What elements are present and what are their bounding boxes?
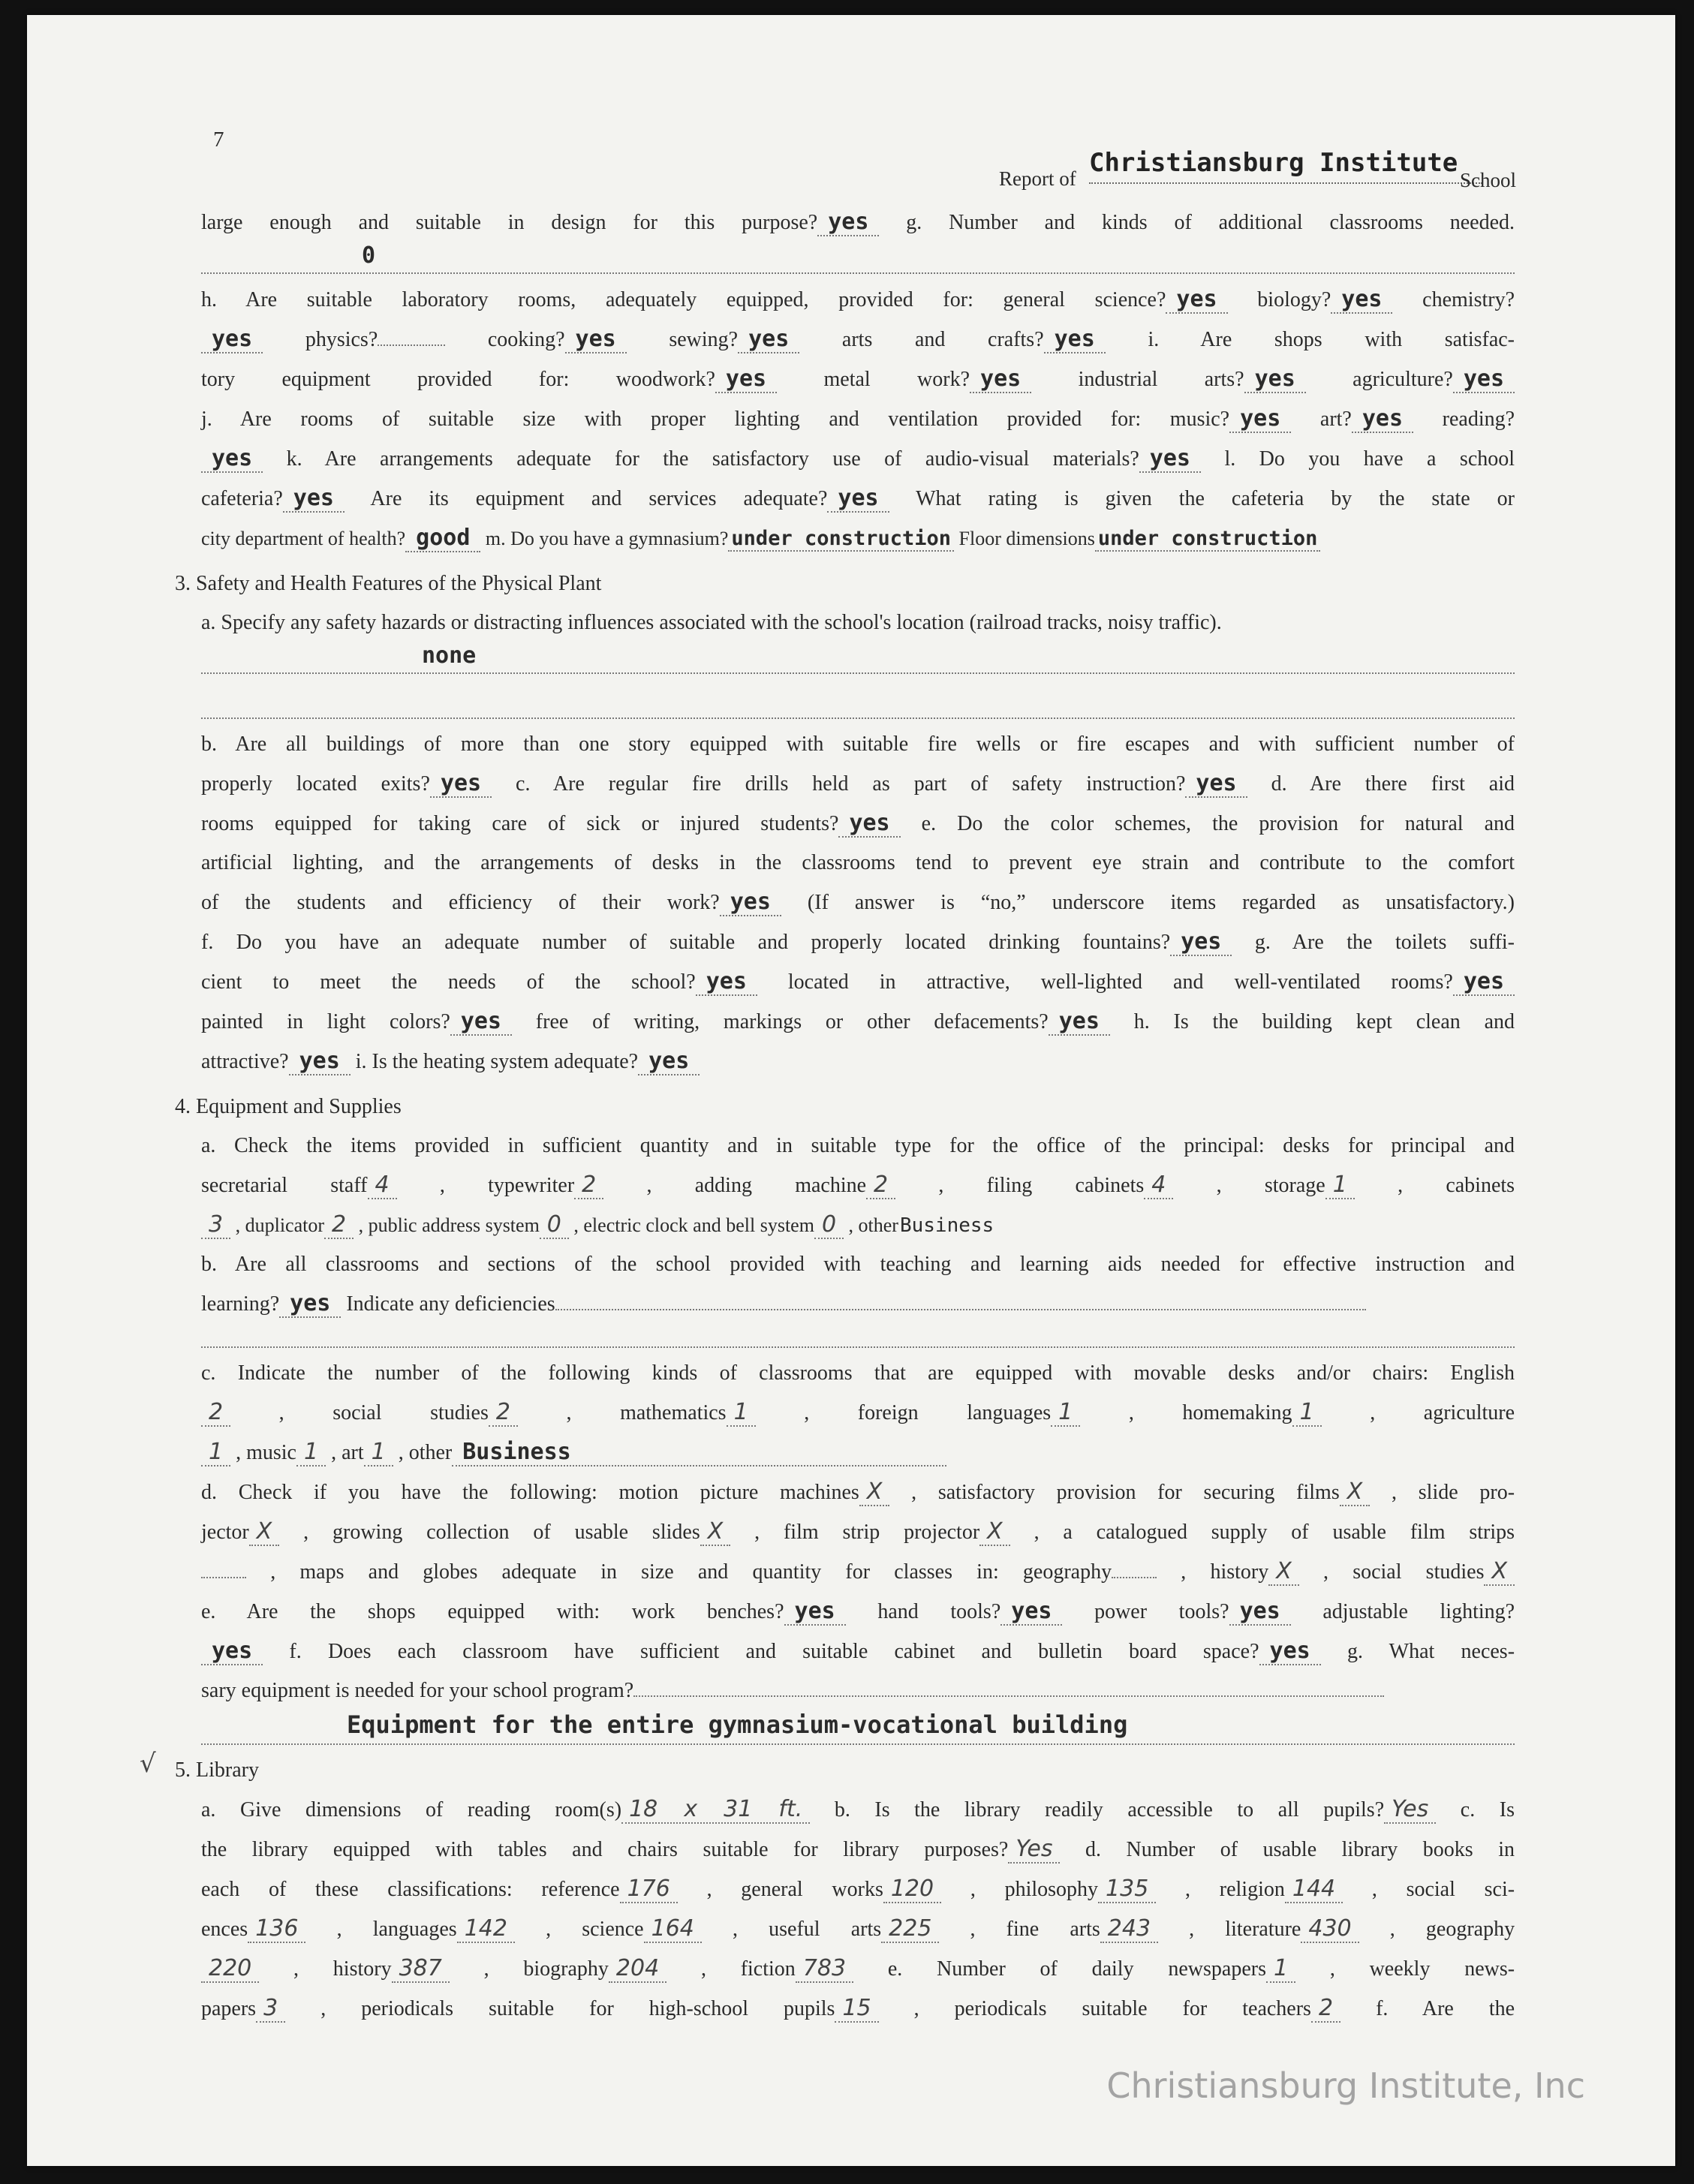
text-s2-cafeteria: cafeteria? <box>201 487 283 510</box>
check-mark: √ <box>140 1749 156 1779</box>
answer-s3-a-a: none <box>422 642 477 669</box>
answer-s4-f-a: yes <box>1259 1638 1321 1665</box>
watermark: Christiansburg Institute, Inc <box>1106 2065 1585 2106</box>
answer-s5-bio-a: 204 <box>609 1955 666 1983</box>
text-s4-adding: , adding machine <box>646 1174 867 1197</box>
text-s5-d-q: d. Number of usable library books in <box>1085 1838 1515 1861</box>
s4-line-d2 <box>201 1512 1515 1552</box>
answer-s4-d-slide-a: X <box>249 1518 280 1546</box>
s4-line-c3 <box>201 1433 1515 1473</box>
text-s5-soc2: ences <box>201 1918 248 1941</box>
blank-answer-line <box>378 344 445 346</box>
text-s3-e-note: (If answer is “no,” underscore items regarded as unsatisfactory.) <box>807 891 1515 914</box>
text-s4-filing: , filing cabinets <box>938 1174 1145 1197</box>
answer-line-g <box>201 242 1515 274</box>
text-s4-e-power: power tools? <box>1094 1600 1229 1623</box>
text-s4-other: , other <box>398 1441 453 1464</box>
text-s5-f-q: f. Are the <box>1376 1997 1515 2020</box>
answer-s4-d-hist-a: X <box>1268 1558 1299 1586</box>
text-s2-metal: metal work? <box>823 368 970 391</box>
text-s2-g-q: g. Number and kinds of additional classrooms needed. <box>906 211 1515 234</box>
s4-line-a2 <box>201 1166 1515 1205</box>
text-s4-music: , music <box>236 1441 296 1464</box>
s4-line-c <box>201 1354 1515 1393</box>
answer-s2-g-a: 0 <box>362 242 376 269</box>
text-s2-equip: Are its equipment and services adequate? <box>370 487 828 510</box>
s4-line-e <box>201 1592 1515 1632</box>
answer-s2-h-cook: yes <box>565 326 627 353</box>
text-s2-rating-q: What rating is given the cafeteria by the state or <box>916 487 1515 510</box>
answer-s4-math-a: 1 <box>727 1399 756 1427</box>
answer-s4-typewriter-a: 2 <box>574 1172 603 1199</box>
text-s5-lang: , languages <box>336 1918 457 1941</box>
answer-s4-foreign-a: 1 <box>1051 1399 1080 1427</box>
section-3-title: 3. Safety and Health Features of the Physical Plant <box>175 572 602 595</box>
s2-line-j <box>201 399 1515 439</box>
answer-s4-art-a: 1 <box>364 1439 393 1467</box>
text-s2-agri: agriculture? <box>1352 368 1453 391</box>
s4-line-f <box>201 1632 1515 1671</box>
answer-s4-e-bench: yes <box>784 1598 846 1626</box>
s2-line-l <box>201 479 1515 519</box>
text-s4-d-strip: , film strip projector <box>754 1521 980 1544</box>
school-name: Christiansburg Institute <box>1089 148 1458 178</box>
answer-s2-h-bio: yes <box>1331 286 1392 314</box>
text-s5-a-q: a. Give dimensions of reading room(s) <box>201 1798 622 1822</box>
text-s5-lit: , literature <box>1189 1918 1301 1941</box>
text-s3-e-q2: artificial lighting, and the arrangements of desks in the classrooms tend to prevent eye strain and contribute to the comfort <box>201 851 1515 874</box>
text-s4-e-q: e. Are the shops equipped with: work benches? <box>201 1600 784 1623</box>
answer-s4-e-hand-a: yes <box>1000 1598 1062 1626</box>
answer-s2-j-art: yes <box>1352 405 1413 433</box>
text-s5-d-q2: each of these classifications: reference <box>201 1878 620 1901</box>
answer-s4-filing-a: 4 <box>1144 1172 1173 1199</box>
s4-line-a <box>201 1127 1515 1166</box>
answer-s2-h-arts: yes <box>1044 326 1106 353</box>
text-s4-d-hist: , history <box>1181 1560 1269 1584</box>
text-s4-art: , art <box>331 1441 364 1464</box>
s2-line-i <box>201 359 1515 399</box>
text-s5-per: , periodicals suitable for high-school pupils <box>320 1997 835 2020</box>
answer-s4-clock-a: 0 <box>814 1211 844 1239</box>
text-s2-j-q: j. Are rooms of suitable size with proper lighting and ventilation provided for: music? <box>201 408 1230 431</box>
text-s4-d-q: d. Check if you have the following: motion picture machines <box>201 1481 859 1504</box>
answer-s5-teach-a: 2 <box>1311 1995 1340 2023</box>
text-s5-b-q: b. Is the library readily accessible to all pupils? <box>834 1798 1385 1822</box>
answer-s4-agri-a: 1 <box>201 1439 230 1467</box>
text-s5-c-q2: the library equipped with tables and chairs suitable for library purposes? <box>201 1838 1009 1861</box>
answer-s2-h-gen: yes <box>1166 286 1227 314</box>
s2-line-h <box>201 280 1515 320</box>
blank-answer-line <box>201 1577 246 1578</box>
text-s4-e-hand: hand tools? <box>877 1600 1001 1623</box>
answer-s2-l-a: yes <box>283 485 345 513</box>
answer-s3-f-a: yes <box>1170 928 1232 956</box>
answer-s2-floor-a: under construction <box>1095 527 1321 552</box>
text-s4-home: , homemaking <box>1128 1401 1292 1424</box>
text-s4-b-def: Indicate any deficiencies <box>346 1292 555 1316</box>
text-s2-floor: Floor dimensions <box>958 528 1095 549</box>
text-s4-b-q2: learning? <box>201 1292 280 1316</box>
text-s4-staff: secretarial staff <box>201 1174 368 1197</box>
text-s2-city: city department of health? <box>201 528 406 549</box>
text-s4-typewriter: , typewriter <box>439 1174 575 1197</box>
answer-s5-lit-a: 430 <box>1301 1915 1359 1943</box>
text-s5-rel: , religion <box>1185 1878 1285 1901</box>
text-s5-weekly: , weekly news- <box>1329 1957 1515 1981</box>
answer-s5-soc-a: 136 <box>248 1915 305 1943</box>
text-s4-a-q: a. Check the items provided in sufficient quantity and in suitable type for the office of the principal: desks for principal and <box>201 1134 1515 1157</box>
s3-line-d <box>201 804 1515 844</box>
text-s4-d-slide2: jector <box>201 1521 249 1544</box>
answer-s4-e-light-a: yes <box>201 1638 263 1665</box>
answer-s3-g-a: yes <box>696 968 757 996</box>
answer-s5-ref: 176 <box>620 1876 678 1903</box>
text-s4-f-q: f. Does each classroom have sufficient and suitable cabinet and bulletin board space? <box>289 1640 1259 1663</box>
answer-s5-rel-a: 144 <box>1285 1876 1343 1903</box>
text-s4-pa: , public address system <box>358 1214 540 1236</box>
text-s2-i-q: i. Are shops with satisfac- <box>1148 328 1515 351</box>
text-s3-d-q: d. Are there first aid <box>1271 772 1515 796</box>
answer-s2-i-agri: yes <box>1453 366 1515 393</box>
s3-line-g <box>201 962 1515 1002</box>
text-s3-g-loc: located in attractive, well-lighted and well-ventilated rooms? <box>787 970 1453 994</box>
answer-s4-adding-a: 2 <box>866 1172 895 1199</box>
answer-s4-other-a: Business <box>452 1439 946 1467</box>
answer-s2-i-ind: yes <box>1244 366 1306 393</box>
text-s3-b-q2: properly located exits? <box>201 772 430 796</box>
text-s2-arts: arts and crafts? <box>841 328 1044 351</box>
answer-s2-i-wood: yes <box>715 366 777 393</box>
answer-s5-lang-a: 142 <box>457 1915 515 1943</box>
answer-s2-rating-a: good <box>405 525 480 552</box>
text-s5-hist: , history <box>293 1957 392 1981</box>
answer-s2-j-read: yes <box>201 445 263 473</box>
text-s4-other: , other <box>848 1214 898 1236</box>
s3-line-e3 <box>201 883 1515 922</box>
text-s4-d-slide: , slide pro- <box>1392 1481 1515 1504</box>
text-s5-soc: , social sci- <box>1371 1878 1515 1901</box>
text-s2-biology: biology? <box>1257 288 1331 311</box>
text-s5-sci: , science <box>546 1918 644 1941</box>
text-s4-social: , social studies <box>278 1401 489 1424</box>
text-s5-e-q: e. Number of daily newspapers <box>887 1957 1266 1981</box>
text-s3-i-q: i. Is the heating system adequate? <box>355 1050 639 1073</box>
answer-s4-b-a: yes <box>279 1290 341 1318</box>
text-s5-fic: , fiction <box>700 1957 796 1981</box>
answer-s4-home-a: 1 <box>1292 1399 1322 1427</box>
answer-line-s4b <box>201 1324 1515 1348</box>
report-header <box>976 148 1516 197</box>
answer-s3-g-paint-a: yes <box>450 1008 512 1036</box>
s2-line-m <box>201 519 1515 558</box>
answer-s5-useful-a: 225 <box>881 1915 939 1943</box>
text-s3-g-q2: cient to meet the needs of the school? <box>201 970 696 994</box>
answer-s2-k-a: yes <box>1139 445 1201 473</box>
text-s5-geo: , geography <box>1389 1918 1515 1941</box>
blank-answer-line <box>1112 1577 1157 1578</box>
answer-s5-geo-a: 220 <box>201 1955 259 1983</box>
text-s4-foreign: , foreign languages <box>804 1401 1052 1424</box>
s4-line-b <box>201 1245 1515 1284</box>
answer-s5-phil-a: 135 <box>1098 1876 1156 1903</box>
text-s4-e-light: adjustable lighting? <box>1322 1600 1515 1623</box>
text-s2-m-q: m. Do you have a gymnasium? <box>485 528 729 549</box>
form-body <box>175 203 1515 2029</box>
s3-line-g2 <box>201 1002 1515 1042</box>
s2-line-k <box>201 439 1515 479</box>
text-s4-agri: , agriculture <box>1370 1401 1515 1424</box>
answer-s5-fine-a: 243 <box>1100 1915 1158 1943</box>
answer-s2-h-sew: yes <box>738 326 799 353</box>
text-s3-b-q: b. Are all buildings of more than one story equipped with suitable fire wells or fire escapes and with sufficient number of <box>201 733 1515 756</box>
s4-line-b2 <box>201 1284 1515 1324</box>
s5-line-d3 <box>201 1949 1515 1989</box>
answer-s5-weekly-a: 3 <box>256 1995 285 2023</box>
text-s3-a-q: a. Specify any safety hazards or distracting influences associated with the school's location (railroad tracks, noisy traffic). <box>201 611 1222 634</box>
answer-s3-g-loc-a: yes <box>1453 968 1515 996</box>
text-s4-d-social: , social studies <box>1323 1560 1485 1584</box>
s3-line-f <box>201 922 1515 962</box>
answer-s5-gen-a: 120 <box>883 1876 941 1903</box>
answer-s3-c-a: yes <box>1185 770 1247 798</box>
s3-line-e2 <box>201 844 1515 883</box>
text-s5-teach: , periodicals suitable for teachers <box>913 1997 1311 2020</box>
answer-s4-d-strip-a: X <box>979 1518 1010 1546</box>
answer-s4-d-motion: X <box>859 1479 890 1506</box>
answer-s4-storage-a: 1 <box>1325 1172 1355 1199</box>
answer-s4-pa-a: 0 <box>540 1211 569 1239</box>
text-s4-d-grow: , growing collection of usable slides <box>303 1521 700 1544</box>
text-s5-phil: , philosophy <box>970 1878 1099 1901</box>
answer-s5-b-a: Yes <box>1384 1796 1436 1824</box>
s5-line-c <box>201 1830 1515 1870</box>
s4-line-d <box>201 1473 1515 1512</box>
answer-s2-m-a: under construction <box>728 527 954 552</box>
s3-line-h <box>201 1042 1515 1081</box>
school-label: School <box>1459 169 1516 191</box>
answer-s4-english-a: 2 <box>201 1399 230 1427</box>
s4-line-d3 <box>201 1552 1515 1592</box>
text-s5-c-q: c. Is <box>1460 1798 1515 1822</box>
answer-s4-cabinets-a: 3 <box>201 1211 230 1239</box>
text-s5-weekly2: papers <box>201 1997 257 2020</box>
text-s2-physics: physics? <box>305 328 378 351</box>
s2-line-1 <box>201 203 1515 242</box>
answer-s5-per-a: 15 <box>835 1995 878 2023</box>
answer-line-s3a-2 <box>201 680 1515 719</box>
answer-s3-h-a: yes <box>289 1048 351 1075</box>
blank-answer-line <box>633 1695 1384 1697</box>
text-s4-clock: , electric clock and bell system <box>573 1214 814 1236</box>
answer-s4-g-a: Equipment for the entire gymnasium-vocational building <box>347 1710 1128 1739</box>
s3-line-b2 <box>201 764 1515 804</box>
text-s3-e-q: e. Do the color schemes, the provision for natural and <box>921 812 1515 835</box>
text-s3-g-free: free of writing, markings or other defacements? <box>535 1010 1049 1033</box>
text-s2-i-q2: tory equipment provided for: woodwork? <box>201 368 715 391</box>
text-s2-h-q: h. Are suitable laboratory rooms, adequately equipped, provided for: general science? <box>201 288 1166 311</box>
text-s2-reading: reading? <box>1442 408 1515 431</box>
text-s3-h-q: h. Is the building kept clean and <box>1133 1010 1515 1033</box>
s4-line-a3 <box>201 1205 1515 1245</box>
text-s2-chemistry: chemistry? <box>1422 288 1515 311</box>
answer-s3-g-free-a: yes <box>1049 1008 1110 1036</box>
answer-s3-i-a: yes <box>638 1048 700 1075</box>
answer-s3-d-a: yes <box>838 810 900 838</box>
answer-s4-social-a: 2 <box>489 1399 518 1427</box>
text-s3-e-q3: of the students and efficiency of their work? <box>201 891 720 914</box>
answer-s5-fic-a: 783 <box>796 1955 853 1983</box>
answer-s4-duplicator-a: 2 <box>324 1211 354 1239</box>
answer-s5-c-a: Yes <box>1008 1836 1060 1864</box>
answer-line-s4g <box>201 1710 1515 1745</box>
text-s4-g-q: g. What neces- <box>1346 1640 1515 1663</box>
text-s2-sewing: sewing? <box>669 328 739 351</box>
text-s2-l-q: l. Do you have a school <box>1224 447 1515 471</box>
text-s5-gen: , general works <box>706 1878 883 1901</box>
s3-line-a <box>201 603 1515 642</box>
answer-s4-music-a: 1 <box>296 1439 326 1467</box>
answer-line-s3a <box>201 642 1515 674</box>
text-s3-c-q: c. Are regular fire drills held as part of safety instruction? <box>516 772 1186 796</box>
answer-s2-j-music: yes <box>1229 405 1291 433</box>
text-s3-g-q: g. Are the toilets suffi- <box>1254 931 1515 954</box>
section-5-title: 5. Library <box>175 1758 259 1782</box>
answer-s4-d-grow-a: X <box>700 1518 731 1546</box>
answer-s5-e-a: 1 <box>1266 1955 1295 1983</box>
text-s3-h-q2: attractive? <box>201 1050 289 1073</box>
text-s4-duplicator: , duplicator <box>235 1214 325 1236</box>
s5-line-d <box>201 1870 1515 1909</box>
text-s3-d-q2: rooms equipped for taking care of sick or injured students? <box>201 812 839 835</box>
text-s4-c-q: c. Indicate the number of the following kinds of classrooms that are equipped with movable desks and/or chairs: English <box>201 1361 1515 1385</box>
text-s4-d-cat: , a catalogued supply of usable film strips <box>1034 1521 1515 1544</box>
text-s3-f-q: f. Do you have an adequate number of suitable and properly located drinking fountains? <box>201 931 1171 954</box>
s5-line-a <box>201 1790 1515 1830</box>
text-s3-g-paint: painted in light colors? <box>201 1010 450 1033</box>
text-s4-math: , mathematics <box>566 1401 727 1424</box>
s4-line-c2 <box>201 1393 1515 1433</box>
text-s5-useful: , useful arts <box>733 1918 882 1941</box>
answer-s4-d-social-a: X <box>1484 1558 1515 1586</box>
text-s4-cabinets: , cabinets <box>1398 1174 1515 1197</box>
text-s2-l1: large enough and suitable in design for this purpose? <box>201 211 818 234</box>
text-s5-bio: , biography <box>483 1957 609 1981</box>
answer-s4-d-films-a: X <box>1340 1479 1371 1506</box>
s2-line-h2 <box>201 320 1515 359</box>
page-number: 7 <box>213 128 224 152</box>
answer-s2-l-equip: yes <box>827 485 889 513</box>
answer-suitable: yes <box>817 209 879 236</box>
answer-s4-e-power-a: yes <box>1229 1598 1291 1626</box>
answer-s2-h-chem: yes <box>201 326 263 353</box>
answer-s5-hist-a: 387 <box>392 1955 450 1983</box>
text-s2-cooking: cooking? <box>487 328 565 351</box>
text-s2-k-q: k. Are arrangements adequate for the satisfactory use of audio-visual materials? <box>286 447 1139 471</box>
section-4-title: 4. Equipment and Supplies <box>175 1095 402 1118</box>
text-s4-d-maps: , maps and globes adequate in size and quantity for classes in: geography <box>270 1560 1112 1584</box>
text-s4-d-films: , satisfactory provision for securing films <box>911 1481 1340 1504</box>
s3-line-b <box>201 725 1515 764</box>
report-of-label: Report of <box>999 167 1076 190</box>
answer-s4-staff-a: 4 <box>368 1172 397 1199</box>
s5-line-e <box>201 1989 1515 2029</box>
text-s4-b-q: b. Are all classrooms and sections of the school provided with teaching and learning aids needed for effective instruction and <box>201 1253 1515 1276</box>
answer-s3-b-a: yes <box>430 770 492 798</box>
text-s4-g-q2: sary equipment is needed for your school program? <box>201 1679 634 1702</box>
s5-line-d2 <box>201 1909 1515 1949</box>
document-page <box>27 15 1675 2166</box>
answer-s4-other-a: Business <box>899 1214 994 1237</box>
blank-answer-line <box>555 1309 1366 1310</box>
answer-s5-a-a: 18 x 31 ft. <box>621 1796 810 1824</box>
text-s2-industrial: industrial arts? <box>1078 368 1244 391</box>
answer-s2-i-metal: yes <box>970 366 1031 393</box>
text-s5-fine: , fine arts <box>970 1918 1100 1941</box>
text-s2-art: art? <box>1319 408 1352 431</box>
answer-s3-e-a: yes <box>720 889 781 916</box>
answer-s5-sci-a: 164 <box>644 1915 702 1943</box>
text-s4-storage: , storage <box>1216 1174 1325 1197</box>
s4-line-g <box>201 1671 1515 1710</box>
